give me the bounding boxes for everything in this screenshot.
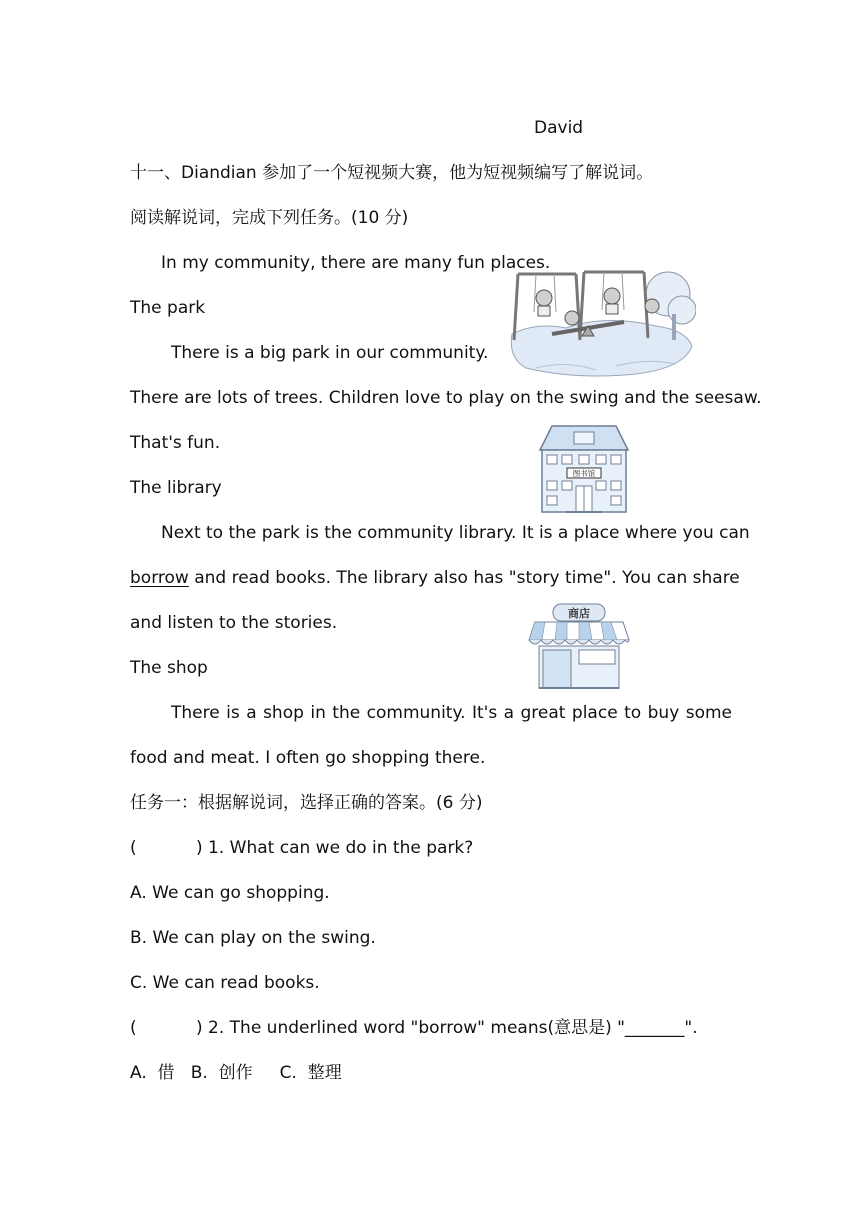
park-playground-illustration <box>506 264 696 382</box>
question-2-text: ) 2. The underlined word "borrow" means(意思是) "_______". <box>196 1018 698 1038</box>
question-1-option-a: A. We can go shopping. <box>130 883 330 903</box>
library-line2-rest: and read books. The library also has "story time". You can share <box>188 568 740 588</box>
question-1-text: ) 1. What can we do in the park? <box>196 838 474 858</box>
passage-intro: In my community, there are many fun places. <box>161 253 551 273</box>
library-building-illustration <box>538 424 630 514</box>
answer-blank-1[interactable]: ( <box>130 838 137 858</box>
section-title-line1: 十一、Diandian 参加了一个短视频大赛，他为短视频编写了解说词。 <box>130 163 654 183</box>
question-2-options: A. 借 B. 创作 C. 整理 <box>130 1063 342 1083</box>
library-line3: and listen to the stories. <box>130 613 338 633</box>
library-line1: Next to the park is the community library. It is a place where you can <box>161 523 750 543</box>
park-line1: There is a big park in our community. <box>171 343 489 363</box>
question-1 <box>130 836 732 860</box>
question-2 <box>130 1016 732 1040</box>
answer-blank-2[interactable]: ( <box>130 1018 137 1038</box>
park-line2: There are lots of trees. Children love to play on the swing and the seesaw. <box>130 388 762 408</box>
section-title-line2: 阅读解说词，完成下列任务。(10 分) <box>130 208 409 228</box>
shop-line2: food and meat. I often go shopping there. <box>130 748 486 768</box>
underlined-word-borrow: borrow <box>130 568 189 588</box>
student-name: David <box>534 118 584 138</box>
shop-sign-text: 商店 <box>568 607 590 620</box>
park-line3: That's fun. <box>130 433 221 453</box>
park-heading: The park <box>130 298 206 318</box>
question-1-option-c: C. We can read books. <box>130 973 320 993</box>
shop-heading: The shop <box>130 658 208 678</box>
library-sign-text: 图书馆 <box>572 469 596 478</box>
question-1-option-b: B. We can play on the swing. <box>130 928 376 948</box>
shop-storefront-illustration <box>527 602 631 690</box>
shop-line1: There is a shop in the community. It's a great place to buy some <box>171 703 732 723</box>
library-heading: The library <box>130 478 222 498</box>
task1-title: 任务一：根据解说词，选择正确的答案。(6 分) <box>130 793 483 813</box>
library-line2 <box>130 566 740 590</box>
